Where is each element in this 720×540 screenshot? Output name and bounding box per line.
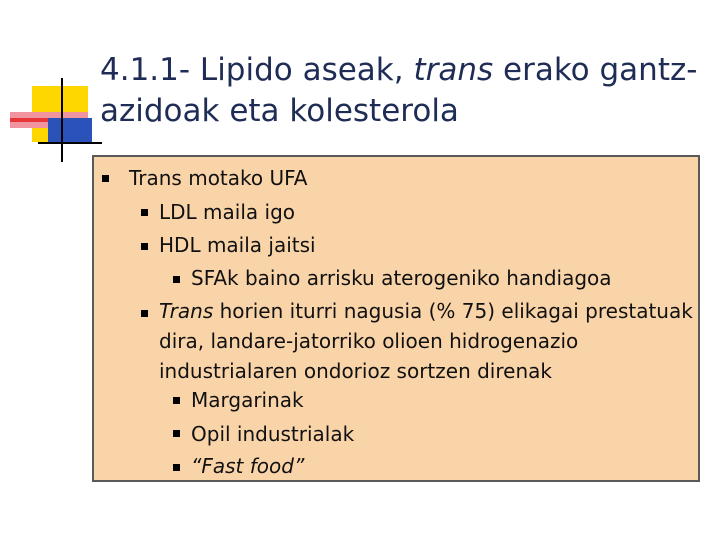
title-part2: erako gantz-azidoak eta kolesterola [100,52,698,129]
bullet-square-icon [173,276,180,283]
bullet-square-icon [141,243,148,250]
bullet-square-icon [173,464,180,471]
title-part1: 4.1.1- Lipido aseak, [100,52,414,88]
bullet-level2 [159,296,699,386]
content-box [92,155,700,482]
bullet-text: horien iturri nagusia (% 75) elikagai prestatuak dira, landare-jatorriko olioen hidrogenazio industrialaren ondorioz sortzen direnak [159,299,693,383]
bullet-level1: Trans motako UFA [129,166,308,190]
bullet-level2: LDL maila igo [159,200,295,224]
bullet-square-icon [102,175,109,182]
bullet-square-icon [173,397,180,404]
bullet-square-icon [141,209,148,216]
bullet-italic: Trans [159,299,214,323]
bullet-level3: “Fast food” [191,454,305,478]
bullet-level3: SFAk baino arrisku aterogeniko handiagoa [191,266,612,290]
decor-vertical-line [61,78,63,162]
slide-title [100,50,710,132]
bullet-square-icon [173,430,180,437]
decor-horizontal-line [38,142,102,144]
bullet-level2: HDL maila jaitsi [159,233,316,257]
bullet-square-icon [141,310,148,317]
title-italic: trans [413,52,494,88]
decor-blue-square [48,118,92,144]
bullet-level3: Margarinak [191,388,304,412]
bullet-level3: Opil industrialak [191,422,355,446]
